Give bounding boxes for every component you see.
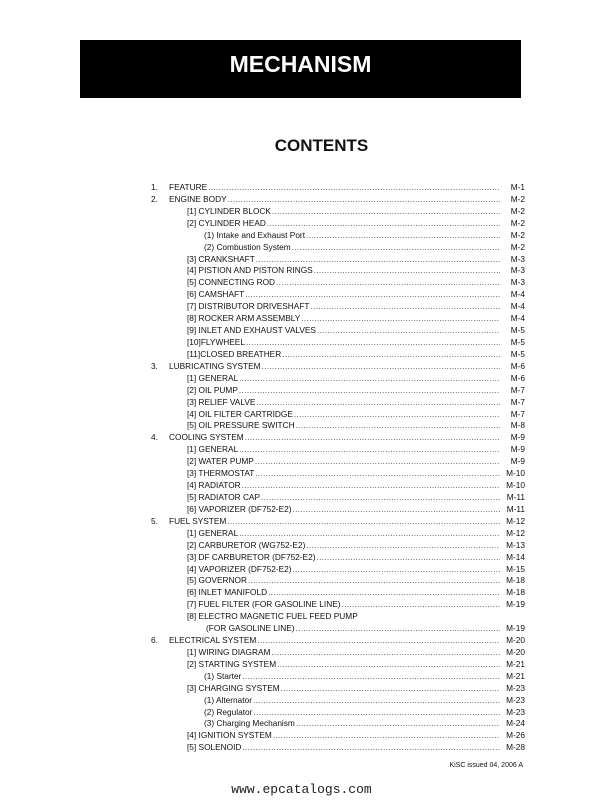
toc-entry-page: M-2 [510, 193, 525, 204]
toc-entry-label: [2] OIL PUMP [187, 384, 238, 395]
toc-entry-page: M-7 [510, 396, 525, 407]
toc-leader-dots [281, 683, 500, 695]
toc-entry-label: LUBRICATING SYSTEM [169, 360, 261, 371]
toc-leader-dots [317, 325, 500, 337]
toc-leader-dots [306, 230, 500, 242]
toc-entry-page: M-11 [506, 491, 525, 502]
toc-entry-number: 3. [151, 360, 158, 371]
toc-entry-label: [1] GENERAL [187, 444, 239, 455]
toc-entry-page: M-6 [510, 372, 525, 383]
toc-entry[interactable] [151, 730, 525, 742]
section-banner [80, 40, 521, 98]
toc-entry[interactable] [151, 599, 525, 611]
toc-entry-label: [4] RADIATOR [187, 480, 241, 491]
toc-leader-dots [277, 659, 500, 671]
toc-entry[interactable] [151, 516, 525, 528]
toc-leader-dots [272, 206, 500, 218]
toc-entry-label: [5] OIL PRESSURE SWITCH [187, 420, 295, 431]
watermark-url: www.epcatalogs.com [231, 782, 372, 797]
toc-entry-label: (1) Intake and Exhaust Port [204, 229, 306, 240]
toc-leader-dots [296, 718, 500, 730]
toc-entry-page: M-2 [510, 241, 525, 252]
toc-entry-page: M-2 [510, 217, 525, 228]
issue-note: KiSC issued 04, 2006 A [449, 762, 523, 769]
toc-leader-dots [273, 730, 500, 742]
toc-entry-page: M-5 [510, 348, 525, 359]
toc-leader-dots [208, 182, 500, 194]
toc-entry[interactable] [151, 182, 525, 194]
toc-entry-page: M-1 [510, 182, 525, 192]
toc-leader-dots [239, 444, 500, 456]
toc-entry-label: [10]FLYWHEEL [187, 336, 245, 347]
toc-entry[interactable] [151, 432, 525, 444]
toc-leader-dots [316, 552, 500, 564]
toc-entry[interactable] [151, 623, 525, 635]
toc-entry-label: [6] CAMSHAFT [187, 289, 245, 300]
toc-entry-label: [5] CONNECTING ROD [187, 277, 276, 288]
toc-entry-page: M-20 [506, 646, 525, 657]
toc-leader-dots [242, 742, 500, 754]
toc-entry-page: M-9 [510, 444, 525, 455]
toc-entry-label: [3] DF CARBURETOR (DF752-E2) [187, 551, 316, 562]
toc-leader-dots [271, 647, 500, 659]
toc-entry[interactable] [151, 659, 525, 671]
toc-leader-dots [267, 218, 500, 230]
toc-leader-dots [296, 623, 500, 635]
toc-leader-dots [306, 540, 500, 552]
toc-entry-page: M-4 [510, 289, 525, 300]
toc-entry-number: 5. [151, 515, 158, 526]
toc-leader-dots [239, 385, 500, 397]
toc-leader-dots [256, 397, 500, 409]
toc-entry-label: [4] OIL FILTER CARTRIDGE [187, 408, 293, 419]
toc-entry-page: M-10 [506, 480, 525, 491]
toc-entry[interactable] [151, 373, 525, 385]
toc-entry[interactable] [151, 504, 525, 516]
toc-entry[interactable] [151, 325, 525, 337]
toc-entry-page: M-7 [510, 384, 525, 395]
toc-leader-dots [227, 516, 500, 528]
toc-entry-label: [7] FUEL FILTER (FOR GASOLINE LINE) [187, 599, 341, 610]
toc-entry-label: [2] WATER PUMP [187, 456, 254, 467]
toc-entry[interactable] [151, 337, 525, 349]
section-title: MECHANISM [229, 51, 372, 77]
toc-leader-dots [296, 420, 500, 432]
toc-leader-dots [292, 242, 500, 254]
toc-entry[interactable] [151, 575, 525, 587]
toc-entry[interactable] [151, 289, 525, 301]
toc-entry-page: M-4 [510, 301, 525, 312]
toc-entry-label: [8] ROCKER ARM ASSEMBLY [187, 313, 301, 324]
toc-entry[interactable] [151, 528, 525, 540]
toc-entry-page: M-13 [506, 539, 525, 550]
toc-entry-label: [9] INLET AND EXHAUST VALVES [187, 325, 316, 336]
toc-entry-label: FEATURE [169, 182, 208, 192]
toc-entry-label: [2] STARTING SYSTEM [187, 658, 277, 669]
toc-entry-number: 2. [151, 193, 158, 204]
toc-entry[interactable] [151, 683, 525, 695]
toc-entry-page: M-19 [506, 599, 525, 610]
toc-leader-dots [342, 599, 500, 611]
toc-entry[interactable] [151, 492, 525, 504]
toc-entry[interactable] [151, 695, 525, 707]
toc-entry-page: M-20 [506, 635, 525, 646]
toc-entry-page: M-2 [510, 229, 525, 240]
toc-entry-page: M-4 [510, 313, 525, 324]
toc-entry-page: M-5 [510, 336, 525, 347]
toc-entry-label: ELECTRICAL SYSTEM [169, 635, 257, 646]
toc-leader-dots [228, 194, 500, 206]
toc-entry-label: [1] GENERAL [187, 527, 239, 538]
toc-leader-dots [255, 456, 500, 468]
toc-entry-page: M-12 [506, 515, 525, 526]
toc-entry[interactable] [151, 635, 525, 647]
toc-entry-label: [4] IGNITION SYSTEM [187, 730, 272, 741]
toc-entry-label: [2] CARBURETOR (WG752-E2) [187, 539, 306, 550]
toc-entry-page: M-3 [510, 277, 525, 288]
toc-entry[interactable] [151, 397, 525, 409]
toc-entry[interactable] [151, 456, 525, 468]
toc-entry-page: M-9 [510, 456, 525, 467]
toc-leader-dots [293, 564, 500, 576]
toc-entry-label: [3] CHARGING SYSTEM [187, 682, 280, 693]
toc-leader-dots [242, 671, 500, 683]
toc-entry-page: M-2 [510, 205, 525, 216]
toc-leader-dots [256, 254, 500, 266]
toc-entry-label: [6] INLET MANIFOLD [187, 587, 268, 598]
toc-entry[interactable] [151, 647, 525, 659]
toc-entry[interactable] [151, 468, 525, 480]
toc-entry-number: 6. [151, 635, 158, 646]
toc-leader-dots [257, 635, 500, 647]
toc-entry[interactable] [151, 206, 525, 218]
toc-entry-page: M-23 [506, 694, 525, 705]
toc-entry-page: M-3 [510, 253, 525, 264]
toc-leader-dots [253, 707, 500, 719]
toc-entry[interactable] [151, 349, 525, 361]
toc-entry[interactable] [151, 313, 525, 325]
toc-entry[interactable] [151, 301, 525, 313]
toc-entry-page: M-26 [506, 730, 525, 741]
toc-entry-label: (1) Starter [204, 670, 242, 681]
toc-entry-page: M-6 [510, 360, 525, 371]
toc-entry[interactable] [151, 671, 525, 683]
toc-entry[interactable] [151, 385, 525, 397]
toc-entry[interactable] [151, 409, 525, 421]
toc-leader-dots [253, 695, 500, 707]
toc-entry[interactable] [151, 254, 525, 266]
toc-entry[interactable] [151, 242, 525, 254]
contents-heading: CONTENTS [274, 136, 369, 155]
toc-entry-page: M-14 [506, 551, 525, 562]
toc-leader-dots [242, 480, 500, 492]
toc-entry-page: M-21 [506, 670, 525, 681]
toc-entry[interactable] [151, 707, 525, 719]
toc-leader-dots [246, 337, 500, 349]
toc-leader-dots [239, 528, 500, 540]
toc-entry-page: M-23 [506, 706, 525, 717]
toc-entry-label: [1] CYLINDER BLOCK [187, 205, 271, 216]
toc-entry-label: (2) Combustion System [204, 241, 291, 252]
toc-leader-dots [314, 265, 500, 277]
toc-entry-page: M-19 [506, 623, 525, 634]
toc-entry-label: [3] RELIEF VALVE [187, 396, 256, 407]
toc-entry-page: M-7 [510, 408, 525, 419]
toc-leader-dots [255, 468, 500, 480]
toc-entry-label: (2) Regulator [204, 706, 253, 717]
toc-entry-page: M-28 [506, 742, 525, 753]
toc-leader-dots [282, 349, 500, 361]
toc-entry[interactable] [151, 552, 525, 564]
toc-entry-page: M-18 [506, 575, 525, 586]
toc-entry-label: [5] GOVERNOR [187, 575, 247, 586]
toc-leader-dots [276, 277, 500, 289]
toc-entry[interactable] [151, 361, 525, 373]
toc-entry[interactable] [151, 420, 525, 432]
toc-entry-page: M-10 [506, 468, 525, 479]
toc-entry-page: M-3 [510, 265, 525, 276]
toc-leader-dots [301, 313, 500, 325]
toc-entry-label: (FOR GASOLINE LINE) [206, 623, 295, 634]
toc-entry-page: M-9 [510, 432, 525, 443]
toc-entry-page: M-11 [506, 503, 525, 514]
toc-entry[interactable] [151, 277, 525, 289]
toc-entry-label: [4] PISTION AND PISTON RINGS [187, 265, 313, 276]
toc-entry-number: 1. [151, 182, 158, 192]
toc-entry-page: M-18 [506, 587, 525, 598]
toc-entry-number: 4. [151, 432, 158, 443]
toc-entry[interactable] [151, 480, 525, 492]
toc-leader-dots [262, 361, 500, 373]
toc-entry-label: (1) Alternator [204, 694, 252, 705]
toc-entry[interactable] [151, 444, 525, 456]
toc-leader-dots [239, 373, 500, 385]
toc-entry-label: [5] SOLENOID [187, 742, 242, 753]
toc-leader-dots [293, 504, 500, 516]
toc-entry[interactable] [151, 194, 525, 206]
toc-leader-dots [261, 492, 500, 504]
toc-entry-label: [8] ELECTRO MAGNETIC FUEL FEED PUMP [187, 611, 358, 622]
toc-entry[interactable] [151, 718, 525, 730]
toc-entry-label: [3] CRANKSHAFT [187, 253, 255, 264]
toc-entry-page: M-5 [510, 325, 525, 336]
toc-entry[interactable] [151, 540, 525, 552]
toc-entry[interactable] [151, 742, 525, 754]
toc-leader-dots [294, 409, 500, 421]
toc-entry[interactable] [151, 265, 525, 277]
toc-leader-dots [245, 289, 500, 301]
toc-entry-label: [4] VAPORIZER (DF752-E2) [187, 563, 292, 574]
toc-entry-page: M-21 [506, 658, 525, 669]
toc-entry-label: [6] VAPORIZER (DF752-E2) [187, 503, 292, 514]
toc-entry-label: [11]CLOSED BREATHER [187, 348, 282, 359]
toc-entry-label: COOLING SYSTEM [169, 432, 244, 443]
toc-entry-page: M-12 [506, 527, 525, 538]
toc-leader-dots [310, 301, 500, 313]
toc-entry-page: M-24 [506, 718, 525, 729]
toc-entry-label: [2] CYLINDER HEAD [187, 217, 266, 228]
toc-entry-label: [1] WIRING DIAGRAM [187, 646, 271, 657]
toc-entry[interactable] [151, 218, 525, 230]
toc-entry[interactable] [151, 587, 525, 599]
toc-entry-page: M-15 [506, 563, 525, 574]
toc-entry[interactable] [151, 230, 525, 242]
toc-entry-label: [7] DISTRIBUTOR DRIVESHAFT [187, 301, 310, 312]
toc-entry-label: (3) Charging Mechanism [204, 718, 295, 729]
table-of-contents [151, 182, 525, 754]
toc-entry-label: ENGINE BODY [169, 193, 227, 204]
toc-leader-dots [268, 587, 500, 599]
toc-entry-page: M-23 [506, 682, 525, 693]
toc-entry[interactable] [151, 611, 525, 623]
toc-entry-label: [5] RADIATOR CAP [187, 491, 260, 502]
toc-leader-dots [245, 432, 500, 444]
toc-entry-label: FUEL SYSTEM [169, 515, 227, 526]
toc-entry-label: [1] GENERAL [187, 372, 239, 383]
toc-entry-page: M-8 [510, 420, 525, 431]
toc-entry[interactable] [151, 564, 525, 576]
toc-leader-dots [248, 575, 500, 587]
toc-entry-label: [3] THERMOSTAT [187, 468, 255, 479]
